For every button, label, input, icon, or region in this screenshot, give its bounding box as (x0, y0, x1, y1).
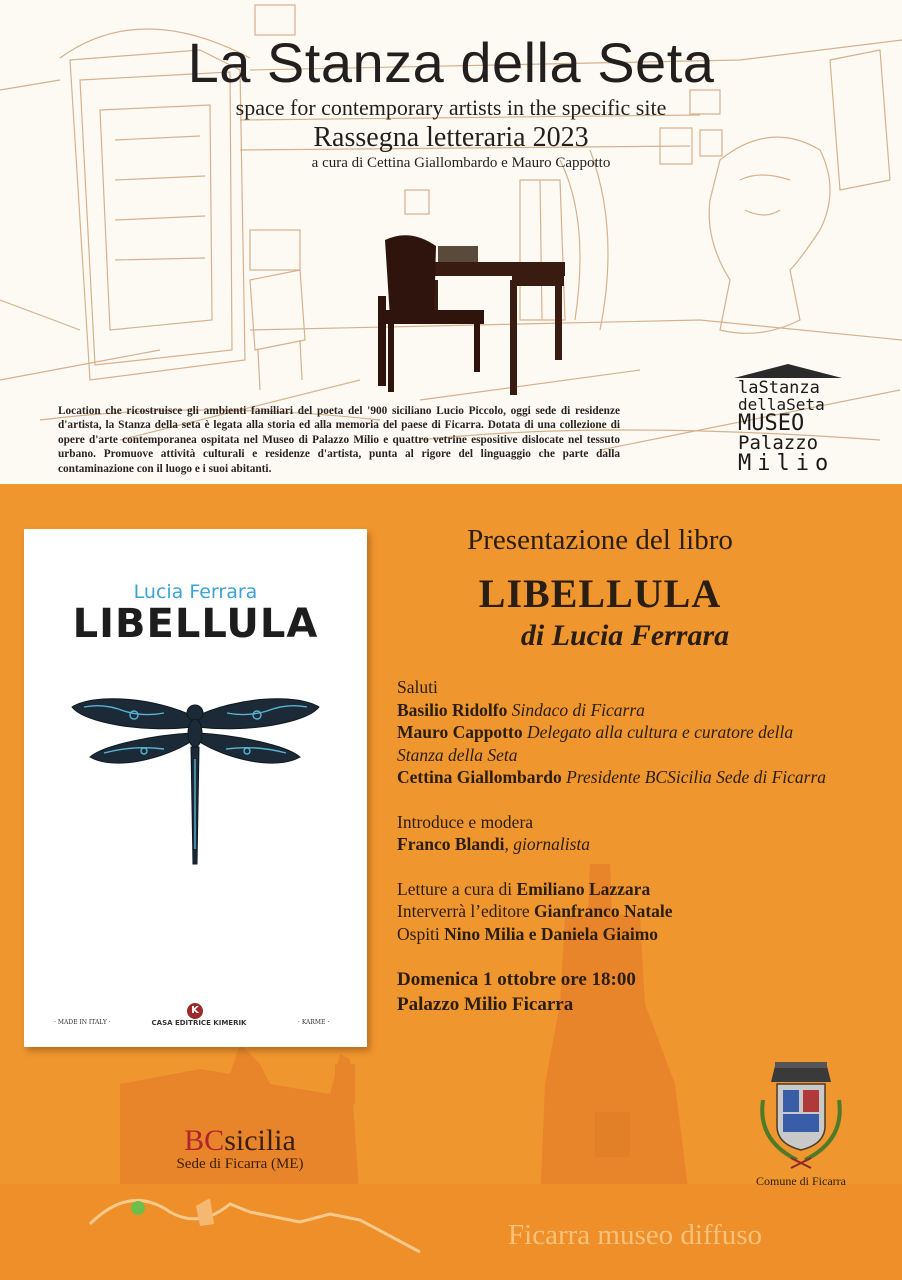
location-description: Location che ricostruisce gli ambienti familiari del poeta del '900 siciliano Lucio Piccolo, oggi sede di residenze d'artista, la Stanza della seta è legata alla storia ed alla memoria del paese di Ficarra. Dotata di una collezione di opere d'arte contemporanea ospitata nel Museo di Palazzo Milio e quattro vetrine espositive dislocate nel tessuto urbano. Promuove attività culturali e residenze d'artista, punta al rigore del linguaggio che parte dalla contaminazione con il luogo e i suoi abitanti. (58, 405, 620, 475)
guests-label: Ospiti (397, 923, 445, 944)
collection-name: · KARME · (298, 1019, 330, 1026)
coat-of-arms-icon (753, 1060, 849, 1172)
speaker-name: Basilio Ridolfo (397, 699, 508, 720)
moderator-row (397, 833, 887, 856)
book-cover (24, 529, 367, 1047)
readings-row (397, 878, 887, 901)
guests-row (397, 923, 887, 946)
speaker-name: Mauro Cappotto (397, 722, 523, 742)
moderator-label: Introduce e modera (397, 811, 534, 832)
speaker-row (397, 721, 887, 744)
speaker-row (397, 699, 887, 722)
logo-line: laStanza (738, 378, 820, 398)
logo-line: Palazzo (738, 432, 819, 454)
guests-names: Nino Milia e Daniela Giaimo (444, 923, 659, 944)
comune-logo (736, 1060, 866, 1189)
moderator-role: , giornalista (504, 834, 591, 854)
speaker-role: Presidente BCSicilia Sede di Ficarra (566, 767, 827, 787)
readings-name: Emiliano Lazzara (516, 878, 651, 899)
publisher-logo: K (187, 1003, 203, 1019)
book-title: LIBELLULA (72, 601, 319, 647)
speaker-role: Delegato alla cultura e curatore della (526, 722, 794, 742)
presentation-heading: Presentazione del libro (467, 524, 733, 556)
logo-line: MUSEO (738, 411, 805, 436)
speaker-row (397, 766, 887, 789)
header-section (0, 0, 902, 484)
dragonfly-illustration (64, 689, 327, 869)
made-in-italy-label: · MADE IN ITALY · (54, 1019, 111, 1026)
page-subtitle: space for contemporary artists in the specific site (235, 95, 667, 120)
comune-label: Comune di Ficarra (756, 1174, 846, 1188)
event-date: Domenica 1 ottobre ore 18:00 (397, 969, 636, 990)
event-book-title: LIBELLULA (478, 571, 722, 616)
moderator-name: Franco Blandi (397, 834, 505, 854)
greetings-label: Saluti (397, 677, 438, 697)
bcs-prefix: BC (184, 1124, 225, 1157)
museo-diffuso-label: Ficarra museo diffuso (508, 1219, 762, 1251)
publisher-row (397, 900, 887, 923)
book-author: Lucia Ferrara (133, 581, 258, 603)
bcs-suffix: sicilia (224, 1124, 296, 1157)
bcsicilia-logo (155, 1124, 325, 1173)
event-venue: Palazzo Milio Ficarra (397, 994, 574, 1015)
event-program (397, 676, 887, 1017)
curators: a cura di Cettina Giallombardo e Mauro Cappotto (311, 155, 611, 171)
event-series: Rassegna letteraria 2023 (313, 122, 589, 153)
stanza-della-seta-logo (730, 360, 846, 478)
event-section (0, 484, 902, 1280)
speaker-name: Cettina Giallombardo (397, 767, 562, 787)
logo-line: dellaSeta (738, 395, 825, 414)
readings-label: Letture a cura di (397, 878, 517, 899)
page-title: La Stanza della Seta (187, 31, 715, 94)
publisher-name: CASA EDITRICE KIMERIK (151, 1019, 247, 1027)
publisher-label: Interverrà l’editore (397, 901, 535, 921)
roof-icon (730, 360, 846, 380)
speaker-role: Sindaco di Ficarra (511, 699, 645, 720)
event-book-author: di Lucia Ferrara (520, 619, 730, 652)
logo-line: Milio (738, 451, 835, 476)
speaker-role-continued: Stanza della Seta (397, 744, 518, 765)
publisher-guest-name: Gianfranco Natale (534, 901, 673, 921)
bcs-subtitle: Sede di Ficarra (ME) (176, 1156, 304, 1172)
